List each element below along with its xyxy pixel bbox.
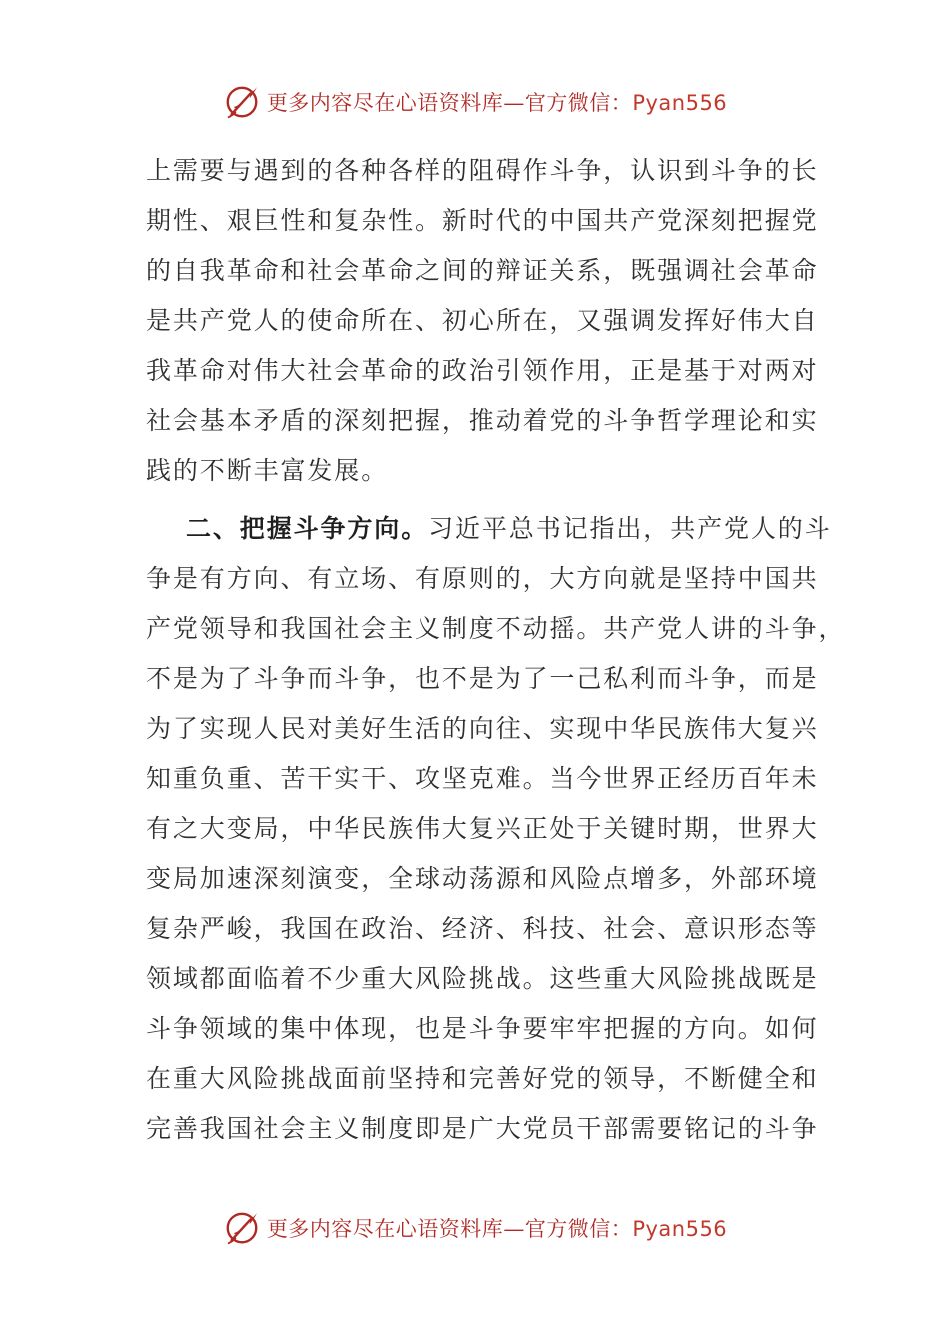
paragraph-1 [146,146,819,496]
header-site-text: 更多内容尽在心语资料库 [266,91,504,115]
paragraph-2-line: 知重负重、苦干实干、攻坚克难。当今世界正经历百年未 [146,764,819,793]
footer-watermark-banner [0,1208,950,1248]
paragraph-2-line: 在重大风险挑战面前坚持和完善好党的领导，不断健全和 [146,1064,819,1093]
paragraph-2-line: 为了实现人民对美好生活的向往、实现中华民族伟大复兴 [146,714,819,743]
paragraph-1-line: 上需要与遇到的各种各样的阻碍作斗争，认识到斗争的长 [146,156,819,185]
paragraph-2-line: 完善我国社会主义制度即是广大党员干部需要铭记的斗争 [146,1114,819,1143]
quill-logo-icon [223,83,261,121]
paragraph-2-line: 领域都面临着不少重大风险挑战。这些重大风险挑战既是 [146,964,819,993]
paragraph-2-line: 不是为了斗争而斗争，也不是为了一己私利而斗争，而是 [146,664,819,693]
paragraph-1-line: 社会基本矛盾的深刻把握，推动着党的斗争哲学理论和实 [146,406,819,435]
footer-contact-id: Pyan556 [632,1217,728,1241]
header-banner-text [267,87,727,117]
footer-banner-text [267,1213,727,1243]
header-watermark-banner [0,82,950,122]
paragraph-2 [146,504,846,1154]
paragraph-2-line: 复杂严峻，我国在政治、经济、科技、社会、意识形态等 [146,914,819,943]
header-separator: — [503,91,525,115]
paragraph-1-line: 践的不断丰富发展。 [146,456,389,485]
paragraph-2-first-line [146,504,832,554]
header-contact-id: Pyan556 [632,91,728,115]
paragraph-2-line: 有之大变局，中华民族伟大复兴正处于关键时期，世界大 [146,814,819,843]
paragraph-2-line: 争是有方向、有立场、有原则的，大方向就是坚持中国共 [146,564,819,593]
paragraph-1-line: 我革命对伟大社会革命的政治引领作用，正是基于对两对 [146,356,819,385]
paragraph-spacer [146,496,806,504]
footer-separator: — [503,1217,525,1241]
document-body [146,146,846,1154]
quill-logo-icon [223,1209,261,1247]
paragraph-2-line: 变局加速深刻演变，全球动荡源和风险点增多，外部环境 [146,864,819,893]
footer-site-text: 更多内容尽在心语资料库 [266,1217,504,1241]
paragraph-1-line: 是共产党人的使命所在、初心所在，又强调发挥好伟大自 [146,306,819,335]
paragraph-2-line: 斗争领域的集中体现，也是斗争要牢牢把握的方向。如何 [146,1014,819,1043]
footer-contact-label: 官方微信： [524,1217,633,1241]
paragraph-2-line: 产党领导和我国社会主义制度不动摇。共产党人讲的斗争， [146,614,846,643]
paragraph-2-first-line-text: 习近平总书记指出，共产党人的斗 [428,514,832,543]
paragraph-1-line: 的自我革命和社会革命之间的辩证关系，既强调社会革命 [146,256,819,285]
header-contact-label: 官方微信： [524,91,633,115]
section-heading: 二、把握斗争方向。 [186,514,429,543]
paragraph-1-line: 期性、艰巨性和复杂性。新时代的中国共产党深刻把握党 [146,206,819,235]
